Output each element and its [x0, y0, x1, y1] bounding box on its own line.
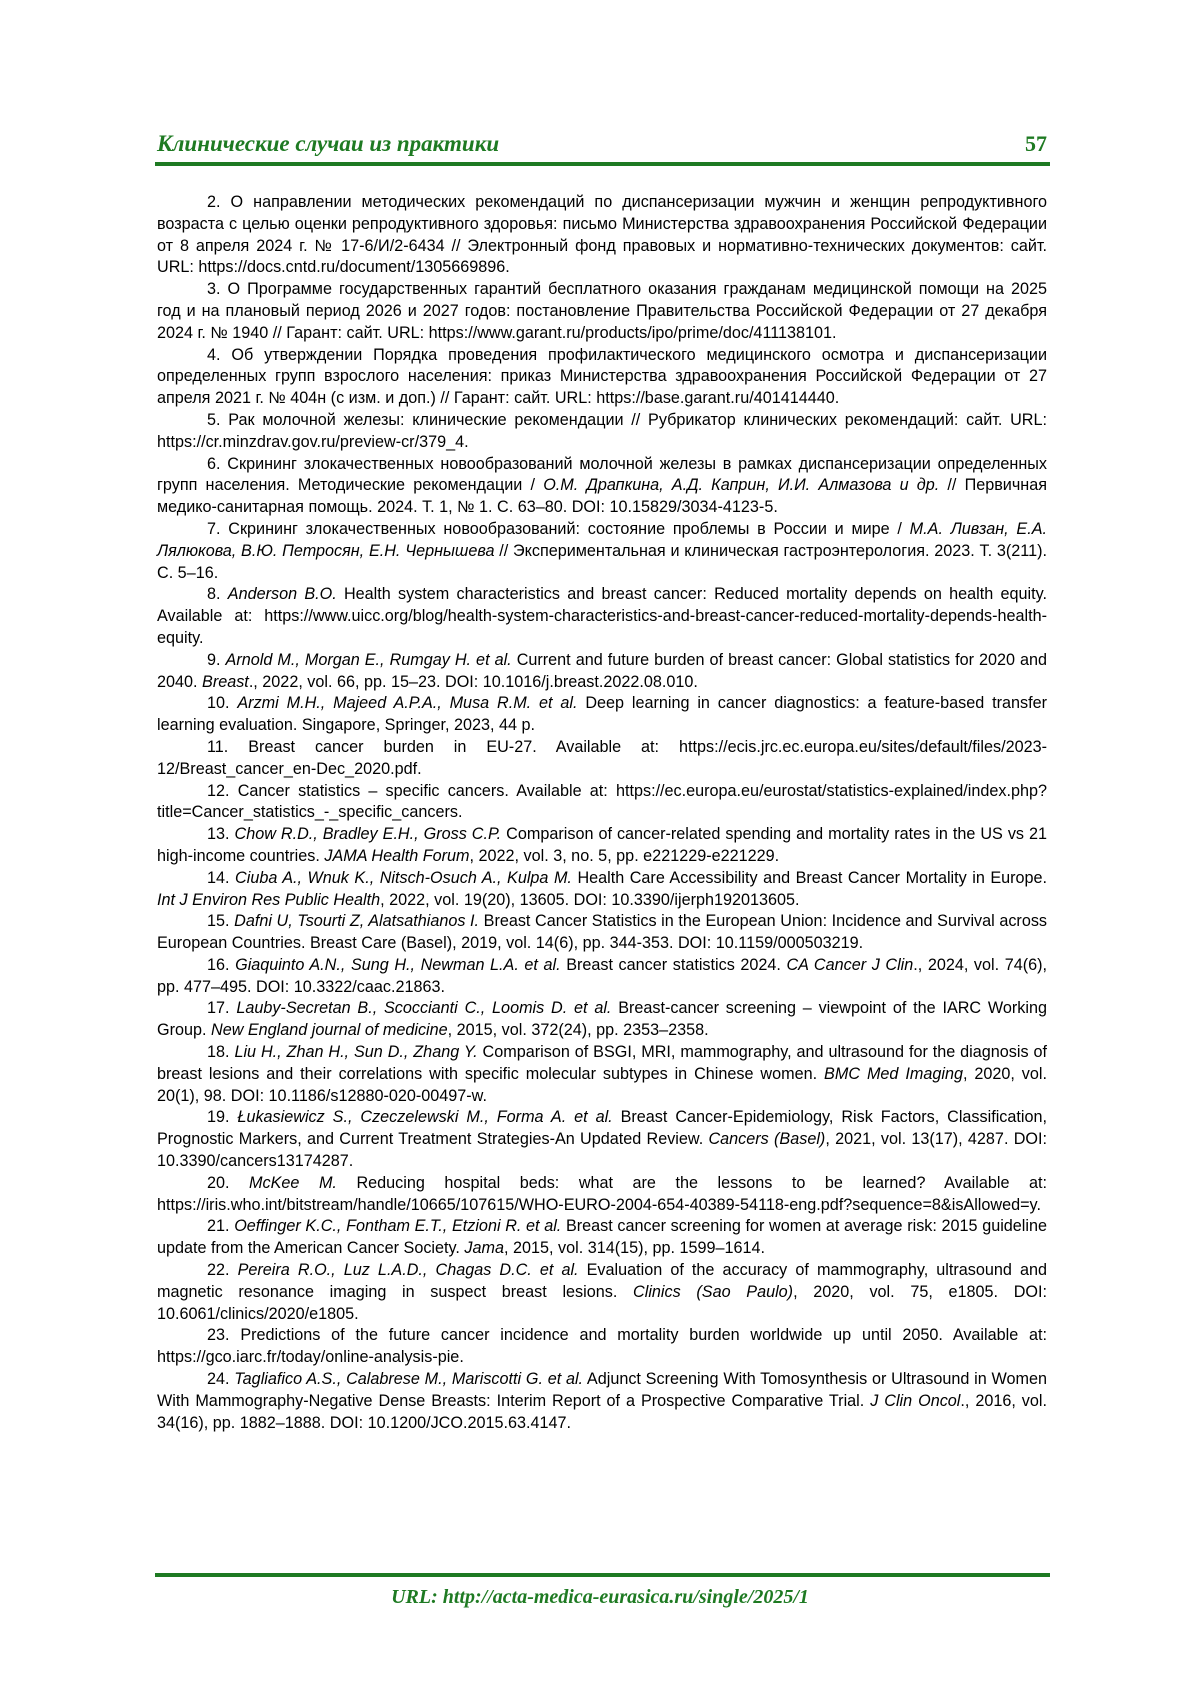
reference-authors: Chow R.D., Bradley E.H., Gross C.P.	[234, 825, 502, 844]
reference-item	[157, 410, 1047, 454]
reference-item	[157, 1107, 1047, 1172]
reference-item	[157, 650, 1047, 694]
reference-authors: Oeffinger K.C., Fontham E.T., Etzioni R. et al.	[234, 1217, 562, 1236]
reference-authors: Arnold M., Morgan E., Rumgay H. et al.	[225, 650, 512, 669]
reference-number: 23.	[207, 1326, 230, 1345]
reference-journal: Cancers (Basel)	[708, 1130, 826, 1149]
reference-number: 21.	[207, 1217, 230, 1236]
reference-details: ., 2016, vol. 34(16), pp. 1882–1888. DOI: 10.1200/JCO.2015.63.4147.	[157, 1391, 1047, 1432]
reference-text: Adjunct Screening With Tomosynthesis or Ultrasound in Women With Mammography-Negative Dense Breasts: Interim Report of a Prospective Comparative Trial.	[157, 1370, 1047, 1410]
reference-details: , 2020, vol. 75, e1805. DOI: 10.6061/clinics/2020/e1805.	[157, 1282, 1047, 1323]
reference-item	[157, 868, 1047, 912]
reference-number: 14.	[207, 868, 230, 887]
reference-item	[157, 1369, 1047, 1434]
reference-text: Скрининг злокачественных новообразований: состояние проблемы в России и мире /	[228, 519, 910, 538]
reference-authors: Tagliafico A.S., Calabrese M., Mariscotti G. et al.	[234, 1370, 584, 1389]
reference-item	[157, 998, 1047, 1042]
reference-text: Breast cancer statistics 2024.	[560, 955, 787, 974]
reference-details: , 2022, vol. 19(20), 13605. DOI: 10.3390/ijerph192013605.	[380, 890, 800, 909]
reference-number: 3.	[207, 280, 221, 299]
header-rule	[155, 162, 1050, 166]
reference-item	[157, 1325, 1047, 1369]
reference-journal: Int J Environ Res Public Health	[157, 890, 381, 909]
reference-text: Deep learning in cancer diagnostics: a feature-based transfer learning evaluation. Singapore, Springer, 2023, 44 p.	[157, 694, 1048, 735]
reference-journal: CA Cancer J Clin	[786, 955, 914, 974]
running-header	[157, 124, 1047, 164]
reference-text: О Программе государственных гарантий бесплатного оказания гражданам медицинской помощи на 2025 год и на плановый период 2026 и 2027 годов: постановление Правительства Российской Федерации от 27 декабря 2024 г. № 1940 // Гарант: сайт. URL: https://www.garant.ru/products/ipo/prime/doc/411138101.	[157, 280, 1047, 342]
reference-details: , 2021, vol. 13(17), 4287. DOI: 10.3390/cancers13174287.	[157, 1130, 1047, 1171]
reference-text: Reducing hospital beds: what are the lessons to be learned? Available at: https://iris.who.int/bitstream/handle/10665/107615/WHO-EURO-2004-654-40389-54118-eng.pdf?sequence=8&isAllowed=y.	[157, 1173, 1047, 1214]
reference-details: // Первичная медико-санитарная помощь. 2024. Т. 1, № 1. С. 63–80. DOI: 10.15829/3034-4123-5.	[157, 476, 1047, 517]
reference-text: Breast cancer burden in EU-27. Available at: https://ecis.jrc.ec.europa.eu/sites/default/files/2023-12/Breast_cancer_en-Dec_2020.pdf.	[157, 737, 1047, 778]
reference-text: Comparison of BSGI, MRI, mammography, and ultrasound for the diagnosis of breast lesions and their correlations with specific molecular subtypes in Chinese women.	[157, 1043, 1047, 1083]
reference-number: 19.	[207, 1108, 230, 1127]
reference-authors: Lauby-Secretan B., Scoccianti C., Loomis D. et al.	[236, 999, 612, 1018]
reference-number: 22.	[207, 1261, 230, 1280]
reference-authors: Łukasiewicz S., Czeczelewski M., Forma A. et al.	[237, 1108, 613, 1127]
reference-item	[157, 584, 1047, 649]
reference-item	[157, 454, 1047, 519]
reference-item	[157, 955, 1047, 999]
reference-journal: Breast	[202, 672, 249, 691]
reference-item	[157, 693, 1047, 737]
reference-item	[157, 824, 1047, 868]
reference-number: 2.	[207, 193, 221, 211]
reference-item	[157, 279, 1047, 344]
reference-number: 12.	[207, 781, 230, 800]
reference-text: Breast cancer screening for women at average risk: 2015 guideline update from the American Cancer Society.	[157, 1217, 1048, 1258]
reference-number: 24.	[207, 1370, 230, 1389]
reference-authors: McKee M.	[249, 1173, 337, 1192]
page-number: 57	[1025, 131, 1047, 156]
reference-list	[157, 192, 1047, 1434]
reference-authors: Arzmi M.H., Majeed A.P.A., Musa R.M. et al.	[237, 694, 578, 713]
reference-text: Рак молочной железы: клинические рекомендации // Рубрикатор клинических рекомендаций: сайт. URL: https://cr.minzdrav.gov.ru/preview-cr/379_4.	[157, 410, 1047, 451]
reference-number: 9.	[207, 650, 221, 669]
reference-details: , 2020, vol. 20(1), 98. DOI: 10.1186/s12880-020-00497-w.	[157, 1064, 1047, 1105]
reference-number: 20.	[207, 1173, 230, 1192]
reference-item	[157, 192, 1047, 279]
footer-rule	[155, 1573, 1050, 1577]
reference-number: 18.	[207, 1043, 230, 1062]
reference-details: // Экспериментальная и клиническая гастроэнтерология. 2023. Т. 3(211). С. 5–16.	[157, 541, 1047, 582]
reference-number: 13.	[207, 825, 230, 844]
reference-details: , 2022, vol. 3, no. 5, pp. e221229-e221229.	[469, 846, 780, 865]
reference-authors: Dafni U, Tsourti Z, Alatsathianos I.	[234, 912, 480, 931]
reference-text: Breast Cancer-Epidemiology, Risk Factors, Classification, Prognostic Markers, and Current Treatment Strategies-An Updated Review.	[157, 1108, 1047, 1149]
reference-details: ., 2024, vol. 74(6), pp. 477–495. DOI: 10.3322/caac.21863.	[157, 955, 1047, 996]
reference-item	[157, 345, 1047, 410]
reference-item	[157, 1260, 1047, 1325]
reference-journal: J Clin Oncol	[870, 1391, 961, 1410]
reference-text: Скрининг злокачественных новообразований молочной железы в рамках диспансеризации определенных групп населения. Методические рекомендации /	[157, 454, 1048, 495]
reference-number: 6.	[207, 454, 221, 473]
reference-text: Predictions of the future cancer incidence and mortality burden worldwide up until 2050. Available at: https://gco.iarc.fr/today/online-analysis-pie.	[157, 1326, 1047, 1367]
reference-text: Breast-cancer screening – viewpoint of the IARC Working Group.	[157, 999, 1047, 1040]
reference-text: Current and future burden of breast cancer: Global statistics for 2020 and 2040.	[157, 650, 1048, 691]
reference-number: 17.	[207, 999, 230, 1018]
reference-authors: Liu H., Zhan H., Sun D., Zhang Y.	[234, 1043, 478, 1062]
reference-text: Cancer statistics – specific cancers. Available at: https://ec.europa.eu/eurostat/statistics-explained/index.php?title=Cancer_statistics_-_specific_cancers.	[157, 781, 1048, 822]
footer-url: URL: http://acta-medica-eurasica.ru/single/2025/1	[391, 1586, 809, 1608]
reference-text: Comparison of cancer-related spending and mortality rates in the US vs 21 high-income countries.	[157, 825, 1048, 865]
reference-item	[157, 1173, 1047, 1217]
reference-number: 5.	[207, 410, 221, 429]
reference-authors: Pereira R.O., Luz L.A.D., Chagas D.C. et al.	[237, 1261, 579, 1280]
reference-journal: О.М. Драпкина, А.Д. Каприн, И.И. Алмазова и др.	[543, 476, 940, 495]
reference-details: , 2015, vol. 372(24), pp. 2353–2358.	[447, 1021, 709, 1040]
reference-item	[157, 911, 1047, 955]
reference-authors: Anderson B.O.	[227, 585, 337, 604]
reference-authors: Ciuba A., Wnuk K., Nitsch-Osuch A., Kulpa M.	[235, 868, 572, 887]
reference-item	[157, 519, 1047, 584]
reference-authors: Giaquinto A.N., Sung H., Newman L.A. et al.	[235, 955, 561, 974]
reference-item	[157, 1042, 1047, 1107]
reference-number: 7.	[207, 519, 221, 538]
reference-number: 15.	[207, 912, 230, 931]
reference-number: 8.	[207, 585, 221, 604]
reference-item	[157, 1216, 1047, 1260]
reference-number: 4.	[207, 345, 221, 364]
reference-text: Health system characteristics and breast cancer: Reduced mortality depends on health equity. Available at: https://www.uicc.org/blog/health-system-characteristics-and-breast-cancer-reduced-mortality-depends-health-equity.	[157, 585, 1047, 647]
reference-details: ., 2022, vol. 66, pp. 15–23. DOI: 10.1016/j.breast.2022.08.010.	[248, 672, 698, 691]
reference-item	[157, 737, 1047, 781]
reference-number: 11.	[207, 737, 229, 756]
reference-number: 16.	[207, 955, 230, 974]
reference-text: О направлении методических рекомендаций по диспансеризации мужчин и женщин репродуктивного возраста с целью оценки репродуктивного здоровья: письмо Министерства здравоохранения Российской Федерации от 8 апреля 2024 г. № 17-6/И/2-6434 // Электронный фонд правовых и нормативно-технических документов: сайт. URL: https://docs.cntd.ru/document/1305669896.	[157, 193, 1047, 277]
reference-text: Evaluation of the accuracy of mammography, ultrasound and magnetic resonance imaging in suspect breast lesions.	[157, 1261, 1047, 1301]
reference-journal: Clinics (Sao Paulo)	[633, 1282, 794, 1301]
reference-text: Breast Cancer Statistics in the European Union: Incidence and Survival across European Countries. Breast Care (Basel), 2019, vol. 14(6), pp. 344-353. DOI: 10.1159/000503219.	[157, 912, 1048, 953]
reference-text: Health Care Accessibility and Breast Cancer Mortality in Europe.	[571, 868, 1048, 887]
reference-journal: М.А. Ливзан, Е.А. Лялюкова, В.Ю. Петросян, Е.Н. Чернышева	[157, 519, 1048, 560]
section-title: Клинические случаи из практики	[157, 131, 500, 156]
reference-journal: Jama	[464, 1239, 505, 1258]
reference-journal: BMC Med Imaging	[824, 1064, 963, 1083]
reference-text: Об утверждении Порядка проведения профилактического медицинского осмотра и диспансеризации определенных групп взрослого населения: приказ Министерства здравоохранения Российской Федерации от 27 апреля 2021 г. № 404н (с изм. и доп.) // Гарант: сайт. URL: https://base.garant.ru/401414440.	[157, 345, 1048, 408]
reference-journal: New England journal of medicine	[211, 1021, 448, 1040]
reference-details: , 2015, vol. 314(15), pp. 1599–1614.	[504, 1239, 766, 1258]
reference-item	[157, 781, 1047, 825]
reference-number: 10.	[207, 694, 230, 713]
reference-journal: JAMA Health Forum	[324, 846, 470, 865]
